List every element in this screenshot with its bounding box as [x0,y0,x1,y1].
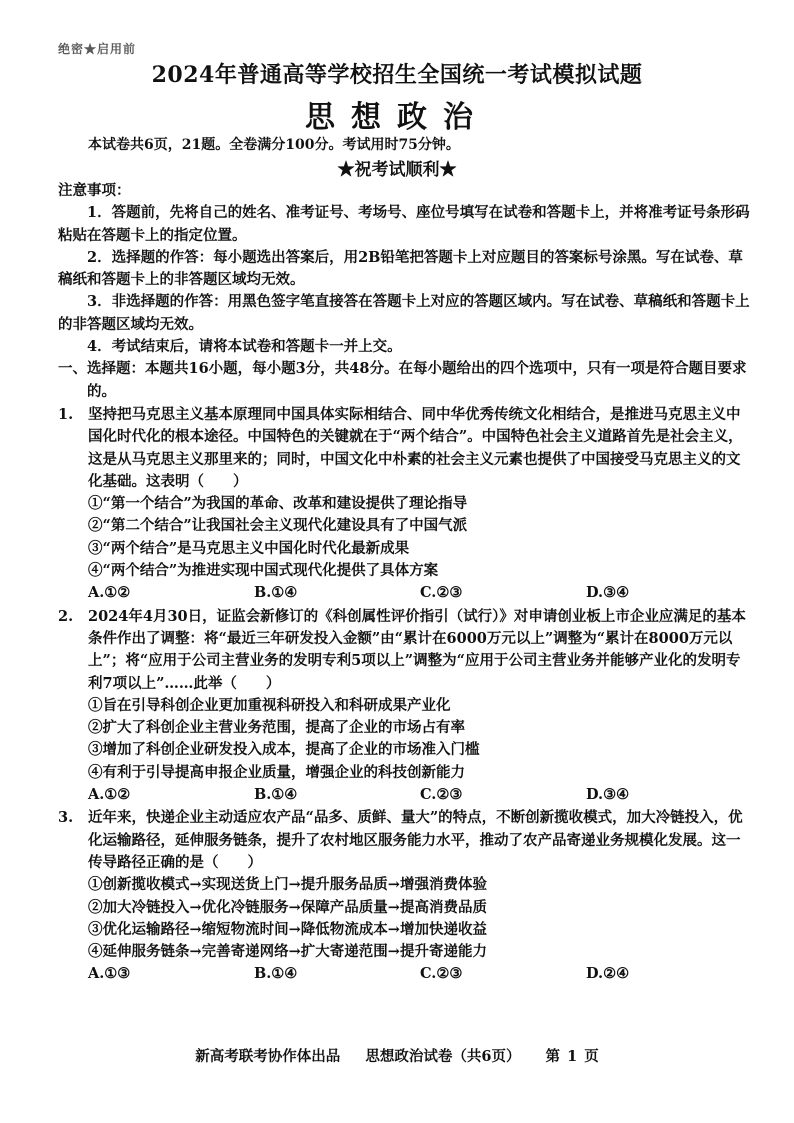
option-b: B.①④ [254,584,298,602]
option-d: D.②④ [586,965,630,983]
section-heading: 一、选择题：本题共16小题，每小题3分，共48分。在每小题给出的四个选项中，只有一项是符合题目要求的。 [58,360,747,400]
statement: ①创新揽收模式→实现送货上门→提升服务品质→增强消费体验 [88,876,487,894]
statement: ④有利于引导提高申报企业质量，增强企业的科技创新能力 [88,763,465,781]
notice-item: 4．考试结束后，请将本试卷和答题卡一并上交。 [87,338,402,356]
statement: ①“第一个结合”为我国的革命、改革和建设提供了理论指导 [88,495,468,513]
answer-options [88,963,752,985]
footer-publisher: 新高考联考协作体出品 [195,1048,341,1065]
exam-info: 本试卷共6页，21题。全卷满分100分。考试用时75分钟。 [88,137,460,153]
exam-content [58,180,750,986]
notice-item: 2．选择题的作答：每小题选出答案后，用2B铅笔把答题卡上对应题目的答案标号涂黑。写在试卷、草稿纸和答题卡上的非答题区域均无效。 [58,248,743,289]
answer-options [88,784,752,806]
statement: ②扩大了科创企业主营业务范围，提高了企业的市场占有率 [88,719,465,737]
notice-heading: 注意事项： [58,182,131,199]
good-luck-banner: ★祝考试顺利★ [337,160,457,180]
question-3 [58,807,750,985]
statement: ④延伸服务链条→完善寄递网络→扩大寄递范围→提升寄递能力 [88,943,487,961]
statement: ①旨在引导科创企业更加重视科研投入和科研成果产业化 [88,696,451,714]
option-b: B.①④ [254,965,298,983]
question-stem: 近年来，快递企业主动适应农产品“品多、质鲜、量大”的特点，不断创新揽收模式，加大冷链投入，优化运输路径，延伸服务链条，提升了农村地区服务能力水平，推动了农产品寄递业务规模化发展。这一传导路径正确的是（ ） [88,809,743,871]
option-d: D.③④ [586,584,630,602]
question-stem: 2024年4月30日，证监会新修订的《科创属性评价指引（试行）》对申请创业板上市企业应满足的基本条件作出了调整：将“最近三年研发投入金额”由“累计在6000万元以上”调整为“累计在8000万元以上”；将“应用于公司主营业务的发明专利5项以上”调整为“应用于公司主营业务并能够产业化的发明专利7项以上”……此举（ ） [88,607,746,692]
option-c: C.②③ [420,965,463,983]
question-stem: 坚持把马克思主义基本原理同中国具体实际相结合、同中华优秀传统文化相结合，是推进马克思主义中国化时代化的根本途径。中国特色的关键就在于“两个结合”。中国特色社会主义道路首先是社会主义，这是从马克思主义那里来的；同时，中国文化中朴素的社会主义元素也提供了中国接受马克思主义的文化基础。这表明（ ） [88,405,743,490]
option-c: C.②③ [420,584,463,602]
header-fragment: 绝密★启用前 [58,42,137,56]
option-b: B.①④ [254,786,298,804]
statement: ③优化运输路径→缩短物流时间→降低物流成本→增加快递收益 [88,920,487,938]
question-number: 2. [58,607,74,625]
question-1 [58,404,750,605]
statement: ④“两个结合”为推进实现中国式现代化提供了具体方案 [88,562,439,580]
notice-item: 3．非选择题的作答：用黑色签字笔直接答在答题卡上对应的答题区域内。写在试卷、草稿纸和答题卡上的非答题区域均无效。 [58,293,750,333]
answer-options [88,582,752,604]
option-a: A.①③ [88,965,131,983]
page-footer [0,1045,794,1066]
option-a: A.①② [88,584,131,602]
option-c: C.②③ [420,786,463,804]
statement: ③“两个结合”是马克思主义中国化时代化最新成果 [88,539,410,557]
question-number: 3. [58,809,74,827]
notice-item: 1．答题前，先将自己的姓名、准考证号、考场号、座位号填写在试卷和答题卡上，并将准考证号条形码粘贴在答题卡上的指定位置。 [58,204,750,244]
exam-title: 2024年普通高等学校招生全国统一考试模拟试题 [151,62,643,88]
footer-page-number: 第 1 页 [545,1048,599,1065]
question-2 [58,606,750,807]
question-number: 1. [58,405,74,423]
subject-title: 思想政治 [305,100,489,135]
option-d: D.③④ [586,786,630,804]
footer-paper: 思想政治试卷（共6页） [365,1048,521,1065]
statement: ②“第二个结合”让我国社会主义现代化建设具有了中国气派 [88,517,468,535]
statement: ③增加了科创企业研发投入成本，提高了企业的市场准入门槛 [88,741,480,759]
statement: ②加大冷链投入→优化冷链服务→保障产品质量→提高消费品质 [88,898,487,916]
option-a: A.①② [88,786,131,804]
